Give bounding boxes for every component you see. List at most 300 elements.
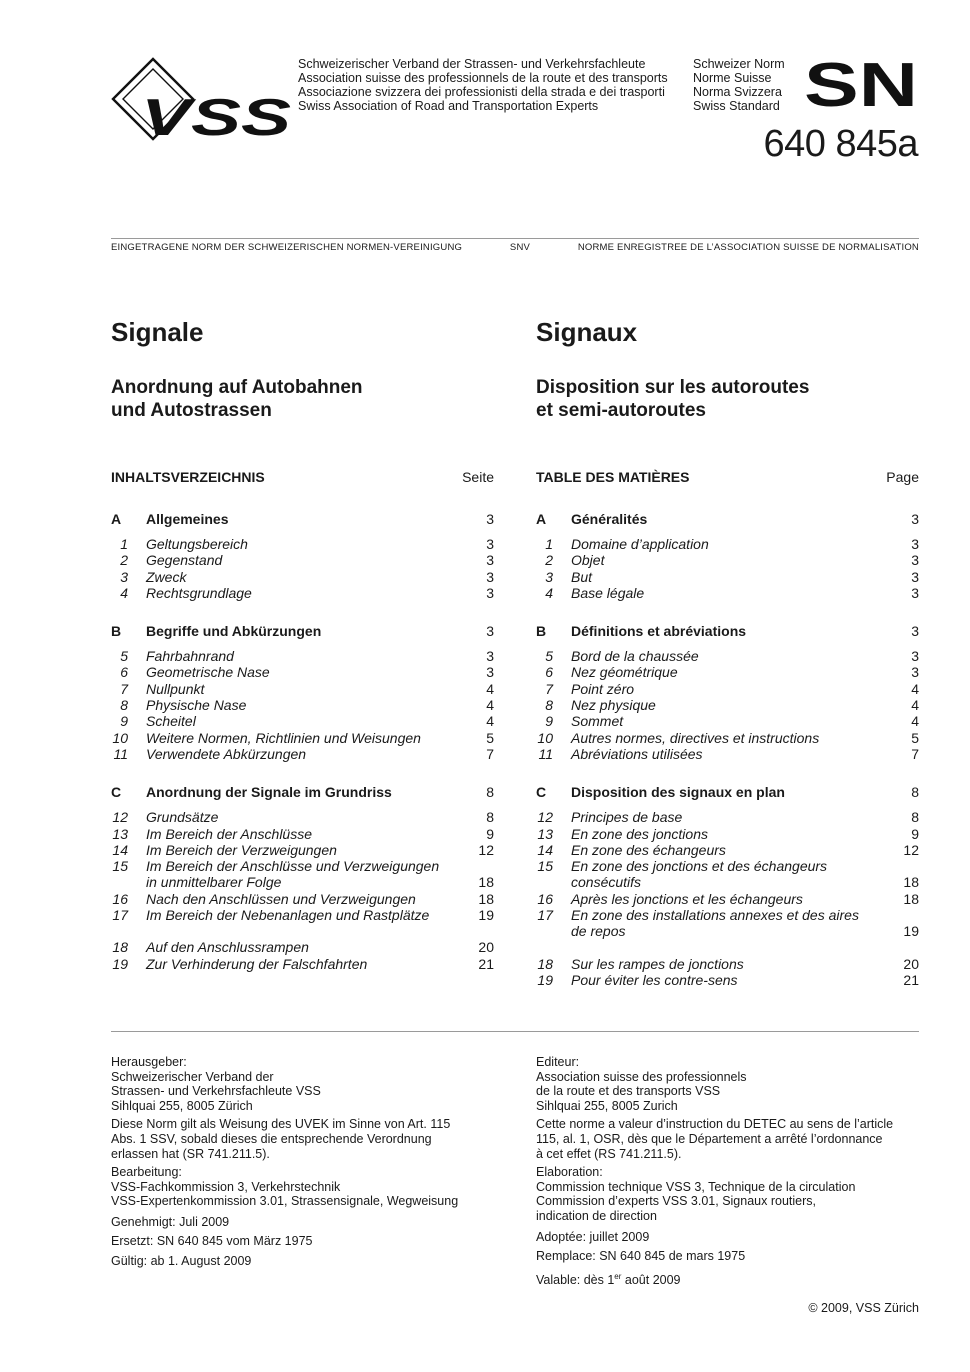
toc-item-title-line: Nez géométrique (571, 664, 678, 681)
toc-item-title (571, 569, 889, 585)
toc-item-number-text: 4 (120, 584, 128, 601)
note-line: Diese Norm gilt als Weisung des UVEK im Sinne von Art. 115 (111, 1117, 451, 1132)
toc-item-title (571, 552, 889, 568)
toc-item-page: 5 (486, 729, 494, 746)
toc-item-title-line: Im Bereich der Anschlüsse (146, 825, 312, 842)
toc-item-number-text: 12 (112, 809, 128, 826)
toc-item-title (146, 664, 464, 680)
toc-item-number-text: 6 (120, 664, 128, 681)
toc-item-number (536, 842, 571, 858)
association-names (298, 57, 668, 113)
toc-item (536, 809, 919, 825)
toc-item-page: 4 (911, 713, 919, 730)
toc-item (536, 746, 919, 762)
toc-section-title: Disposition des signaux en plan (571, 784, 785, 801)
toc-item-number-text: 16 (112, 890, 128, 907)
toc-item (111, 809, 494, 825)
instruction-note (536, 1117, 916, 1161)
publisher-address: Sihlquai 255, 8005 Zürich (111, 1098, 253, 1113)
toc-item-number (536, 956, 571, 972)
instruction-note (111, 1117, 491, 1161)
toc-item-number (536, 826, 571, 842)
toc-item-title (146, 697, 464, 713)
toc-section-title: Généralités (571, 511, 648, 527)
toc-item-page: 12 (478, 841, 494, 858)
toc-items (111, 648, 494, 762)
toc-page-heading: Page (886, 469, 919, 485)
toc-item-title (571, 972, 889, 988)
toc-item-title (146, 809, 464, 825)
elaboration-line: Commission technique VSS 3, Technique de la circulation (536, 1179, 856, 1194)
toc-item-number (111, 809, 146, 825)
toc-item-title-line: Auf den Anschlussrampen (146, 939, 309, 956)
norm-name-de: Schweizer Norm (693, 57, 785, 71)
toc-body (536, 511, 919, 988)
subtitle-fr-line: et semi-autoroutes (536, 400, 706, 421)
toc-fr (536, 469, 919, 1010)
note-line: 115, al. 1, OSR, dès que le Département a arrêté l’ordonnance (536, 1131, 883, 1146)
copyright: © 2009, VSS Zürich (808, 1301, 919, 1315)
toc-item-number (111, 585, 146, 601)
toc-item-number (111, 842, 146, 858)
toc-item (536, 858, 919, 891)
toc-item (111, 664, 494, 680)
note-line: Abs. 1 SSV, sobald dieses die entsprechende Verordnung (111, 1131, 432, 1146)
valid-suffix: août 2009 (621, 1272, 681, 1287)
toc-item-title-line: Gegenstand (146, 552, 223, 569)
toc-item (111, 956, 494, 972)
toc-item-title (571, 891, 889, 907)
toc-item-title-line: Weitere Normen, Richtlinien und Weisungen (146, 729, 421, 746)
toc-item-number-text: 5 (120, 648, 128, 665)
toc-item-number (536, 552, 571, 568)
toc-item-number-text: 7 (545, 680, 553, 697)
toc-section-page: 3 (486, 511, 494, 527)
toc-item-number (111, 746, 146, 762)
toc-section-page: 3 (911, 511, 919, 527)
toc-item-number (536, 648, 571, 664)
publisher-line: Association suisse des professionnels (536, 1069, 747, 1084)
toc-item-title-line: En zone des jonctions et des échangeurs (571, 858, 828, 875)
toc-item-title-line: in unmittelbarer Folge (146, 874, 282, 891)
toc-item (536, 585, 919, 601)
toc-section (536, 623, 919, 648)
toc-item-page: 4 (486, 697, 494, 714)
toc-item-number-text: 12 (537, 809, 553, 826)
toc-item-title (146, 842, 464, 858)
toc-item-number (536, 585, 571, 601)
toc-item-page: 12 (903, 841, 919, 858)
toc-item-page: 3 (486, 568, 494, 585)
toc-item-number-text: 3 (545, 568, 553, 585)
norm-name-en: Swiss Standard (693, 99, 780, 113)
toc-item-page: 4 (486, 680, 494, 697)
toc-item-number-text: 19 (537, 971, 553, 988)
toc-item-number (111, 730, 146, 746)
toc-items (111, 536, 494, 601)
toc-item-title (146, 939, 464, 955)
toc-item-number-text: 13 (112, 825, 128, 842)
toc-item-page: 3 (486, 536, 494, 552)
toc-item (536, 956, 919, 972)
toc-item-title (571, 826, 889, 842)
toc-item-title-line: Zur Verhinderung der Falschfahrten (146, 955, 368, 972)
toc-item-number (111, 648, 146, 664)
toc-item-title (146, 730, 464, 746)
toc-item (536, 552, 919, 568)
toc-item-title (146, 569, 464, 585)
elaboration-line: Commission d’experts VSS 3.01, Signaux routiers, (536, 1194, 816, 1209)
toc-item (536, 536, 919, 552)
toc-item-page: 3 (486, 552, 494, 569)
toc-item (111, 826, 494, 842)
toc-item-number (111, 536, 146, 552)
toc-item-number-text: 7 (120, 680, 128, 697)
toc-item-title (146, 713, 464, 729)
association-name-en: Swiss Association of Road and Transportation Experts (298, 99, 599, 113)
toc-header (111, 469, 494, 509)
toc-item-number (536, 730, 571, 746)
toc-items (536, 648, 919, 762)
toc-item-number-text: 18 (537, 955, 553, 972)
toc-item-number-text: 1 (120, 536, 128, 552)
toc-item-page: 5 (911, 729, 919, 746)
elaboration-block (111, 1165, 491, 1209)
toc-item-title (571, 536, 889, 552)
elaboration-block (536, 1165, 916, 1223)
toc-item-page: 4 (486, 713, 494, 730)
toc-item-number (111, 569, 146, 585)
registered-de: EINGETRAGENE NORM DER SCHWEIZERISCHEN NORMEN-VEREINIGUNG (111, 242, 463, 253)
toc-item-page: 3 (486, 648, 494, 665)
sn-logo-text: SN (804, 58, 918, 108)
subtitle-de-line: Anordnung auf Autobahnen (111, 377, 363, 398)
toc-item-page: 7 (486, 745, 494, 762)
toc-item-number (536, 858, 571, 891)
toc-item-number (111, 907, 146, 923)
toc-section-letter: B (111, 623, 122, 640)
toc-section (111, 784, 494, 809)
toc-section (111, 511, 494, 536)
toc-item-number-text: 14 (112, 841, 128, 858)
toc-section-title: Anordnung der Signale im Grundriss (146, 784, 392, 801)
toc-item-number-text: 10 (537, 729, 553, 746)
toc-item-number (536, 746, 571, 762)
note-line: à cet effet (RS 741.211.5). (536, 1146, 682, 1161)
toc-items (536, 809, 919, 988)
toc-item-number (111, 939, 146, 955)
publisher-line: Schweizerischer Verband der (111, 1069, 274, 1084)
subtitle-de (111, 376, 363, 422)
toc-item (111, 697, 494, 713)
toc-item-title (571, 842, 889, 858)
toc-item-number-text: 15 (537, 858, 553, 875)
toc-item-number (536, 891, 571, 907)
toc-item-number (111, 713, 146, 729)
toc-item-title-line: Nullpunkt (146, 680, 205, 697)
elaboration-line: VSS-Expertenkommission 3.01, Strassensignale, Wegweisung (111, 1194, 459, 1209)
approved-date: Genehmigt: Juli 2009 (111, 1214, 230, 1229)
toc-item-title-line: En zone des jonctions (571, 825, 708, 842)
toc-item (111, 907, 494, 923)
toc-item-page: 19 (478, 907, 494, 924)
toc-item-number (536, 907, 571, 940)
toc-item-title (146, 858, 464, 891)
registration-line (111, 242, 919, 253)
sn-logo (804, 58, 918, 108)
toc-item-title-line: Point zéro (571, 680, 635, 697)
toc-item-title-line: Scheitel (146, 713, 196, 730)
toc-item-number (536, 664, 571, 680)
toc-item-title (571, 681, 889, 697)
toc-item-number (111, 697, 146, 713)
registered-abbr: SNV (509, 242, 531, 253)
toc-item-page: 7 (911, 745, 919, 762)
toc-section-letter: C (111, 784, 122, 801)
toc-item-page: 3 (911, 584, 919, 601)
toc-section-letter: B (536, 623, 547, 640)
toc-item (536, 730, 919, 746)
toc-item-title-line: Abréviations utilisées (571, 745, 703, 762)
toc-item-number-text: 10 (112, 729, 128, 746)
toc-item-number-text: 13 (537, 825, 553, 842)
footer-fr (536, 1055, 916, 1290)
toc-item-title-line: But (571, 568, 593, 585)
toc-item-page: 9 (911, 825, 919, 842)
toc-item-number (536, 697, 571, 713)
toc-item-title (146, 891, 464, 907)
toc-item-number-text: 5 (545, 648, 553, 665)
norm-name-fr: Norme Suisse (693, 71, 772, 85)
toc-item (536, 681, 919, 697)
toc-item-number (536, 536, 571, 552)
approved-date: Adoptée: juillet 2009 (536, 1229, 650, 1244)
replaces-note: Ersetzt: SN 640 845 vom März 1975 (111, 1234, 313, 1249)
toc-item (111, 891, 494, 907)
elaboration-line: VSS-Fachkommission 3, Verkehrstechnik (111, 1179, 341, 1194)
toc-item-title-line: Base légale (571, 584, 645, 601)
toc-item-page: 18 (478, 874, 494, 891)
toc-item-number-text: 16 (537, 890, 553, 907)
toc-item-page: 9 (486, 825, 494, 842)
toc-item-title (571, 648, 889, 664)
toc-item (111, 858, 494, 891)
toc-item-title (571, 730, 889, 746)
toc-item-number (111, 681, 146, 697)
toc-item-title-line: En zone des échangeurs (571, 841, 726, 858)
toc-item-title-line: Domaine d’application (571, 536, 709, 552)
publisher-label: Herausgeber: (111, 1055, 187, 1069)
toc-item-title (571, 907, 889, 940)
toc-item-number-text: 11 (538, 745, 553, 762)
toc-item-page: 20 (478, 939, 494, 956)
toc-de (111, 469, 494, 994)
norm-name-it: Norma Svizzera (693, 85, 782, 99)
subtitle-fr (536, 376, 809, 422)
toc-section-title: Begriffe und Abkürzungen (146, 623, 322, 640)
toc-item-title (146, 536, 464, 552)
toc-section-letter: A (111, 511, 122, 527)
toc-item-page: 18 (903, 890, 919, 907)
toc-heading: TABLE DES MATIÈRES (536, 469, 690, 485)
toc-item (111, 713, 494, 729)
toc-section-letter: A (536, 511, 547, 527)
toc-item-page: 3 (911, 552, 919, 569)
toc-item-number (111, 552, 146, 568)
header-divider (111, 238, 919, 239)
toc-item-title-line: Rechtsgrundlage (146, 584, 252, 601)
toc-item-title (146, 826, 464, 842)
publisher-address: Sihlquai 255, 8005 Zurich (536, 1098, 678, 1113)
toc-item-title-line: Sommet (571, 713, 624, 730)
toc-item (111, 730, 494, 746)
toc-item (111, 746, 494, 762)
toc-section-page: 3 (486, 623, 494, 640)
toc-section (536, 511, 919, 536)
publisher-block (536, 1055, 916, 1113)
footer-de (111, 1055, 491, 1271)
toc-item-page: 21 (478, 955, 494, 972)
toc-item-title-line: Nach den Anschlüssen und Verzweigungen (146, 890, 416, 907)
title-fr: Signaux (536, 317, 638, 347)
toc-item-title-line: Geltungsbereich (146, 536, 248, 552)
toc-item-page: 18 (478, 890, 494, 907)
toc-item (536, 907, 919, 940)
toc-item (536, 972, 919, 988)
toc-item-title-line: Bord de la chaussée (571, 648, 699, 665)
association-name-de: Schweizerischer Verband der Strassen- und Verkehrsfachleute (298, 57, 646, 71)
toc-item (111, 939, 494, 955)
toc-item-number-text: 9 (545, 713, 553, 730)
toc-item-title-line: Im Bereich der Verzweigungen (146, 841, 337, 858)
toc-item (111, 648, 494, 664)
toc-item-title-line: Grundsätze (146, 809, 219, 826)
subtitle-fr-line: Disposition sur les autoroutes (536, 377, 810, 398)
toc-header (536, 469, 919, 509)
toc-item-number (111, 664, 146, 680)
toc-item-number (111, 956, 146, 972)
toc-item-title (146, 552, 464, 568)
toc-item-page: 18 (903, 874, 919, 891)
toc-item-page: 3 (911, 568, 919, 585)
toc-item-number (111, 891, 146, 907)
toc-item-number-text: 11 (113, 745, 128, 762)
toc-item-page: 4 (911, 697, 919, 714)
note-line: erlassen hat (SR 741.211.5). (111, 1146, 270, 1161)
association-name-it: Associazione svizzera dei professionisti della strada e dei trasporti (298, 85, 665, 99)
toc-item (536, 648, 919, 664)
toc-item-page: 3 (911, 536, 919, 552)
toc-item-title (571, 809, 889, 825)
valid-superscript: er (614, 1271, 622, 1281)
toc-item (536, 697, 919, 713)
toc-item (111, 585, 494, 601)
toc-item-number-text: 19 (112, 955, 128, 972)
toc-item (111, 552, 494, 568)
elaboration-label: Bearbeitung: (111, 1165, 182, 1180)
toc-item-title (571, 585, 889, 601)
toc-item-title-line: Verwendete Abkürzungen (146, 745, 307, 762)
toc-item-number-text: 2 (120, 552, 128, 569)
toc-item-title (146, 746, 464, 762)
toc-item-title-line: Objet (571, 552, 605, 569)
toc-item-title-line: Geometrische Nase (146, 664, 270, 681)
toc-item-page: 3 (911, 664, 919, 681)
valid-date: Gültig: ab 1. August 2009 (111, 1253, 252, 1268)
association-name-fr: Association suisse des professionnels de la route et des transports (298, 71, 668, 85)
toc-item-number (536, 681, 571, 697)
toc-section (536, 784, 919, 809)
toc-item-number (111, 826, 146, 842)
toc-item-number-text: 9 (120, 713, 128, 730)
toc-item-page: 3 (486, 664, 494, 681)
valid-date (536, 1267, 916, 1291)
toc-item-title (146, 907, 464, 923)
toc-item-title (146, 956, 464, 972)
replaces-note: Remplace: SN 640 845 de mars 1975 (536, 1249, 746, 1264)
toc-item-title-line: Im Bereich der Nebenanlagen und Rastplätze (146, 907, 430, 924)
toc-item-title-line: Principes de base (571, 809, 683, 826)
toc-item-number (536, 569, 571, 585)
toc-item (111, 536, 494, 552)
elaboration-label: Elaboration: (536, 1165, 603, 1180)
toc-item-number-text: 15 (112, 858, 128, 875)
toc-item-page: 8 (911, 809, 919, 826)
toc-item-number-text: 17 (537, 907, 553, 924)
toc-item-page: 4 (911, 680, 919, 697)
toc-item (111, 842, 494, 858)
title-de: Signale (111, 317, 204, 347)
toc-item (536, 826, 919, 842)
toc-item-number (536, 809, 571, 825)
toc-item-page: 3 (911, 648, 919, 665)
vss-logo-text: VSS (141, 89, 291, 141)
toc-item-number-text: 3 (120, 568, 128, 585)
toc-item-number (111, 858, 146, 891)
toc-item-number-text: 1 (545, 536, 553, 552)
toc-item-title-line: Autres normes, directives et instructions (571, 729, 820, 746)
publisher-line: de la route et des transports VSS (536, 1084, 721, 1099)
toc-item-number-text: 2 (545, 552, 553, 569)
valid-prefix: Valable: dès 1 (536, 1272, 615, 1287)
toc-item-number-text: 17 (112, 907, 128, 924)
toc-item-title-line: Im Bereich der Anschlüsse und Verzweigungen (146, 858, 440, 875)
toc-item-page: 20 (903, 955, 919, 972)
toc-item-title (571, 858, 889, 891)
publisher-label: Editeur: (536, 1055, 580, 1069)
toc-items (111, 809, 494, 972)
vss-logo (111, 57, 291, 141)
toc-body (111, 511, 494, 972)
toc-item-title (571, 697, 889, 713)
toc-item (536, 713, 919, 729)
toc-heading: INHALTSVERZEICHNIS (111, 469, 265, 485)
toc-item-number-text: 18 (112, 939, 128, 956)
toc-item-number-text: 4 (545, 584, 553, 601)
toc-item-title-line: Après les jonctions et les échangeurs (571, 890, 803, 907)
publisher-block (111, 1055, 491, 1113)
toc-item (111, 569, 494, 585)
toc-item (111, 681, 494, 697)
toc-item-number-text: 8 (545, 697, 553, 714)
footer-divider (111, 1031, 919, 1032)
toc-item (536, 664, 919, 680)
toc-item-title (571, 713, 889, 729)
toc-section-page: 8 (911, 784, 919, 801)
toc-item-page: 19 (903, 923, 919, 940)
toc-section-letter: C (536, 784, 547, 801)
toc-item-title (571, 956, 889, 972)
